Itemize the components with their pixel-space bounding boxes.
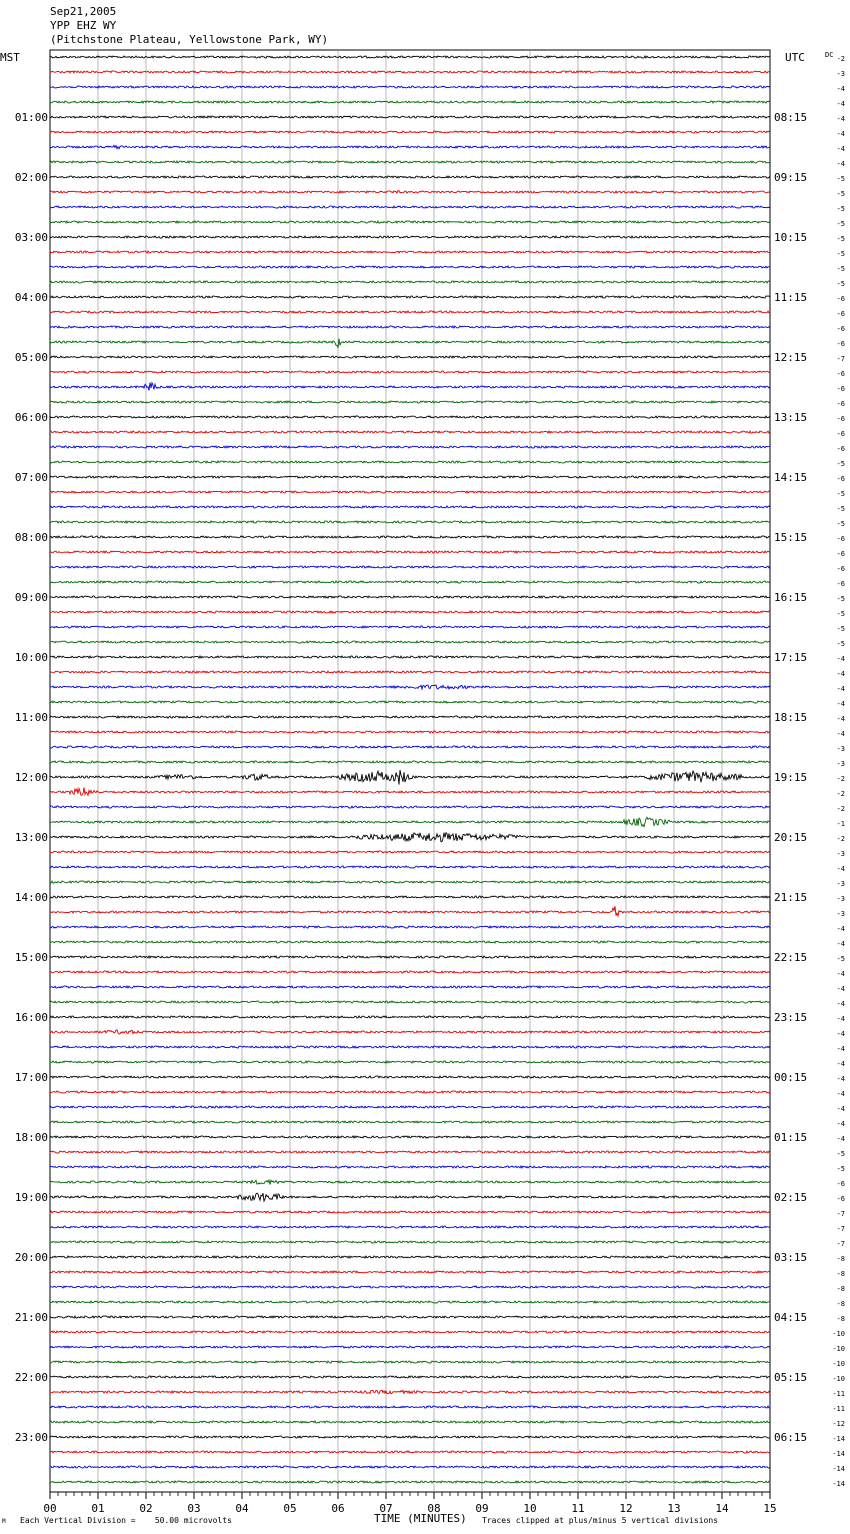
dc-offset-label: -4 [836,865,845,873]
dc-offset-label: -2 [836,775,845,783]
x-tick-label: 11 [571,1502,585,1515]
right-hour-label: 14:15 [774,471,808,484]
seismic-trace [50,1241,770,1243]
seismic-trace [50,1076,770,1078]
x-tick-label: 08 [427,1502,441,1515]
seismic-trace [50,1301,770,1303]
dc-offset-label: -5 [836,610,845,618]
dc-offset-label: -6 [836,295,845,303]
x-tick-label: 12 [619,1502,633,1515]
seismic-trace [50,281,770,283]
dc-offset-label: -10 [832,1375,845,1383]
seismic-trace [50,986,770,988]
seismic-trace [50,671,770,673]
dc-offset-label: -2 [836,805,845,813]
dc-offset-label: -5 [836,205,845,213]
seismic-trace [50,191,770,194]
dc-offset-label: -6 [836,445,845,453]
seismic-trace [50,491,770,493]
dc-offset-label: -5 [836,625,845,633]
x-tick-label: 04 [235,1502,249,1515]
seismic-trace [50,1376,770,1378]
seismic-trace [50,1286,770,1288]
dc-offset-label: -3 [836,745,845,753]
seismic-trace [50,833,770,842]
dc-offset-label: -3 [836,70,845,78]
dc-offset-label: -5 [836,220,845,228]
dc-offset-label: -3 [836,895,845,903]
seismic-trace [50,1436,770,1438]
dc-offset-label: -6 [836,415,845,423]
dc-offset-label: -4 [836,1105,845,1113]
dc-offset-label: -4 [836,1045,845,1053]
right-hour-label: 12:15 [774,351,808,364]
seismic-trace [50,71,770,73]
seismic-trace [50,1016,770,1018]
right-hour-label: 23:15 [774,1011,808,1024]
dc-offset-label: -4 [836,145,845,153]
dc-offset-label: -10 [832,1345,845,1353]
seismic-trace [50,941,770,943]
seismic-trace [50,1180,770,1184]
seismic-trace [50,296,770,298]
dc-offset-label: -6 [836,535,845,543]
dc-offset-label: -4 [836,700,845,708]
seismic-trace [50,761,770,763]
right-hour-label: 02:15 [774,1191,808,1204]
dc-offset-label: -5 [836,460,845,468]
seismic-trace [50,641,770,643]
seismic-traces [50,56,770,1483]
dc-offset-label: -4 [836,985,845,993]
left-hour-label: 02:00 [14,171,48,184]
x-tick-label: 13 [667,1502,681,1515]
right-hour-label: 03:15 [774,1251,808,1264]
x-tick-label: 14 [715,1502,729,1515]
plot-frame [50,50,770,1492]
dc-offset-label: -2 [836,790,845,798]
dc-offset-label: -6 [836,1180,845,1188]
seismic-trace [50,611,770,613]
dc-offset-label: -5 [836,280,845,288]
dc-offset-label: -5 [836,235,845,243]
seismic-trace [50,896,770,898]
seismic-trace [50,1136,770,1138]
dc-offset-label: -6 [836,340,845,348]
seismic-trace [50,906,770,916]
dc-offset-label: -14 [832,1450,845,1458]
dc-offset-label: -7 [836,355,845,363]
dc-offset-label: -5 [836,595,845,603]
dc-offset-label: -6 [836,325,845,333]
dc-offset-label: -6 [836,550,845,558]
seismic-trace [50,476,770,478]
seismic-trace [50,1316,770,1318]
left-hour-label: 14:00 [14,891,48,904]
seismic-trace [50,566,770,568]
clip-note: Traces clipped at plus/minus 5 vertical divisions [482,1516,719,1525]
dc-offset-label: -4 [836,85,845,93]
seismic-trace [50,1406,770,1408]
seismic-trace [50,806,770,808]
seismic-trace [50,956,770,958]
helicorder-location: (Pitchstone Plateau, Yellowstone Park, WY) [50,33,329,46]
seismic-trace [50,131,770,133]
left-hour-label: 05:00 [14,351,48,364]
seismic-trace [50,1151,770,1153]
seismic-trace [50,971,770,973]
seismic-trace [50,221,770,223]
seismic-trace [50,551,770,553]
dc-offset-label: -5 [836,1150,845,1158]
seismic-trace [50,339,770,348]
left-timezone-label: MST [0,51,20,64]
seismic-trace [50,1390,770,1394]
seismic-trace [50,521,770,523]
left-hour-label: 04:00 [14,291,48,304]
right-hour-label: 10:15 [774,231,808,244]
dc-offset-label: -7 [836,1225,845,1233]
right-hour-label: 19:15 [774,771,808,784]
dc-offset-label: -4 [836,115,845,123]
left-hour-label: 07:00 [14,471,48,484]
seismic-trace [50,383,770,391]
dc-offset-label: -4 [836,1135,845,1143]
seismic-trace [50,1121,770,1123]
seismic-trace [50,206,770,208]
left-hour-label: 10:00 [14,651,48,664]
seismic-trace [50,1451,770,1453]
seismic-trace [50,788,770,796]
dc-offset-label: -5 [836,190,845,198]
seismic-trace [50,1361,770,1363]
scale-note: Each Vertical Division = 50.00 microvolts [20,1516,232,1525]
seismic-trace [50,596,770,598]
seismic-trace [50,446,770,448]
corner-mark: M [2,1518,6,1525]
seismic-trace [50,236,770,238]
left-hour-label: 22:00 [14,1371,48,1384]
dc-offset-label: -4 [836,670,845,678]
seismic-trace [50,401,770,403]
seismic-trace [50,881,770,883]
right-hour-label: 05:15 [774,1371,808,1384]
dc-offset-header: DC [825,51,834,59]
dc-offset-label: -6 [836,430,845,438]
right-hour-label: 00:15 [774,1071,808,1084]
seismic-trace [50,817,770,826]
right-hour-label: 09:15 [774,171,808,184]
dc-offset-label: -5 [836,265,845,273]
dc-offset-label: -6 [836,370,845,378]
dc-offset-label: -14 [832,1465,845,1473]
seismic-trace [50,1346,770,1348]
dc-offset-label: -4 [836,130,845,138]
seismic-trace [50,461,770,463]
dc-offset-label: -14 [832,1480,845,1488]
dc-offset-label: -6 [836,565,845,573]
dc-offset-label: -10 [832,1330,845,1338]
dc-offset-label: -6 [836,475,845,483]
seismic-trace [50,866,770,868]
dc-offset-label: -4 [836,655,845,663]
seismic-trace [50,326,770,328]
seismic-trace [50,701,770,703]
seismic-trace [50,506,770,508]
right-hour-label: 13:15 [774,411,808,424]
dc-offset-label: -3 [836,760,845,768]
seismic-trace [50,1106,770,1108]
dc-offset-label: -6 [836,1195,845,1203]
left-hour-label: 21:00 [14,1311,48,1324]
x-tick-label: 03 [187,1502,201,1515]
left-hour-label: 06:00 [14,411,48,424]
x-tick-label: 02 [139,1502,153,1515]
left-hour-label: 16:00 [14,1011,48,1024]
seismic-trace [50,1001,770,1003]
seismic-trace [50,770,770,785]
seismic-trace [50,1030,770,1034]
left-hour-label: 13:00 [14,831,48,844]
dc-offset-label: -5 [836,250,845,258]
dc-offset-label: -5 [836,505,845,513]
dc-offset-label: -4 [836,1015,845,1023]
seismic-trace [50,1193,770,1201]
seismic-trace [50,716,770,718]
seismic-trace [50,581,770,583]
x-tick-label: 09 [475,1502,489,1515]
left-hour-label: 15:00 [14,951,48,964]
dc-offset-label: -7 [836,1210,845,1218]
dc-offset-label: -7 [836,1240,845,1248]
dc-offset-label: -3 [836,880,845,888]
seismic-trace [50,145,770,148]
seismic-trace [50,1226,770,1228]
dc-offset-label: -8 [836,1285,845,1293]
dc-offset-label: -4 [836,1060,845,1068]
left-hour-label: 23:00 [14,1431,48,1444]
dc-offset-label: -2 [836,55,845,63]
right-hour-label: 08:15 [774,111,808,124]
right-hour-label: 11:15 [774,291,808,304]
dc-offset-label: -8 [836,1315,845,1323]
dc-offset-label: -5 [836,955,845,963]
dc-offset-label: -4 [836,925,845,933]
dc-offset-label: -1 [836,820,845,828]
dc-offset-label: -4 [836,1000,845,1008]
dc-offset-label: -8 [836,1255,845,1263]
dc-offset-label: -4 [836,940,845,948]
dc-offset-label: -11 [832,1405,845,1413]
x-tick-label: 07 [379,1502,393,1515]
seismic-trace [50,356,770,358]
seismic-trace [50,161,770,163]
dc-offset-label: -4 [836,1075,845,1083]
right-hour-label: 17:15 [774,651,808,664]
seismic-trace [50,1256,770,1258]
dc-offset-label: -4 [836,1090,845,1098]
seismic-trace [50,626,770,628]
x-tick-label: 05 [283,1502,297,1515]
seismic-trace [50,1046,770,1048]
right-hour-label: 01:15 [774,1131,808,1144]
x-axis-title: TIME (MINUTES) [374,1512,467,1525]
axis-labels [15,55,845,1515]
seismic-trace [50,431,770,433]
dc-offset-label: -12 [832,1420,845,1428]
left-hour-label: 08:00 [14,531,48,544]
seismic-trace [50,536,770,538]
dc-offset-label: -4 [836,730,845,738]
seismic-trace [50,176,770,178]
right-hour-label: 22:15 [774,951,808,964]
dc-offset-label: -6 [836,310,845,318]
seismic-trace [50,1061,770,1063]
dc-offset-label: -6 [836,580,845,588]
seismic-trace [50,266,770,268]
seismic-trace [50,1331,770,1333]
left-hour-label: 17:00 [14,1071,48,1084]
dc-offset-label: -2 [836,835,845,843]
left-hour-label: 18:00 [14,1131,48,1144]
dc-offset-label: -5 [836,520,845,528]
dc-offset-label: -5 [836,175,845,183]
x-tick-label: 01 [91,1502,105,1515]
left-hour-label: 20:00 [14,1251,48,1264]
right-hour-label: 04:15 [774,1311,808,1324]
dc-offset-label: -6 [836,400,845,408]
x-tick-label: 00 [43,1502,57,1515]
seismic-trace [50,56,770,58]
seismic-trace [50,1481,770,1483]
dc-offset-label: -4 [836,715,845,723]
x-tick-label: 15 [763,1502,777,1515]
dc-offset-label: -6 [836,385,845,393]
seismic-trace [50,416,770,418]
seismic-trace [50,685,770,689]
dc-offset-label: -14 [832,1435,845,1443]
right-hour-label: 15:15 [774,531,808,544]
dc-offset-label: -3 [836,910,845,918]
dc-offset-label: -4 [836,1120,845,1128]
left-hour-label: 11:00 [14,711,48,724]
seismic-trace [50,1271,770,1273]
left-hour-label: 03:00 [14,231,48,244]
x-tick-label: 10 [523,1502,537,1515]
right-timezone-label: UTC [785,51,805,64]
seismic-trace [50,371,770,373]
seismic-trace [50,656,770,658]
dc-offset-label: -4 [836,100,845,108]
right-hour-label: 20:15 [774,831,808,844]
dc-offset-label: -4 [836,160,845,168]
seismic-trace [50,746,770,748]
left-hour-label: 12:00 [14,771,48,784]
helicorder-date: Sep21,2005 [50,5,117,18]
seismic-trace [50,1421,770,1423]
seismic-trace [50,116,770,118]
seismic-trace [50,1211,770,1213]
seismic-trace [50,926,770,928]
dc-offset-label: -11 [832,1390,845,1398]
seismic-trace [50,1091,770,1093]
dc-offset-label: -8 [836,1300,845,1308]
dc-offset-label: -3 [836,850,845,858]
right-hour-label: 21:15 [774,891,808,904]
dc-offset-label: -4 [836,970,845,978]
x-tick-label: 06 [331,1502,345,1515]
left-hour-label: 19:00 [14,1191,48,1204]
seismic-trace [50,311,770,313]
dc-offset-label: -8 [836,1270,845,1278]
seismic-trace [50,851,770,853]
seismic-trace [50,86,770,88]
seismic-trace [50,1166,770,1168]
dc-offset-label: -10 [832,1360,845,1368]
dc-offset-label: -4 [836,685,845,693]
seismic-trace [50,251,770,253]
right-hour-label: 18:15 [774,711,808,724]
helicorder-station: YPP EHZ WY [50,19,117,32]
right-hour-label: 16:15 [774,591,808,604]
left-hour-label: 09:00 [14,591,48,604]
dc-offset-label: -5 [836,490,845,498]
dc-offset-label: -5 [836,1165,845,1173]
seismic-trace [50,731,770,733]
right-hour-label: 06:15 [774,1431,808,1444]
seismic-trace [50,1466,770,1468]
dc-offset-label: -4 [836,1030,845,1038]
left-hour-label: 01:00 [14,111,48,124]
dc-offset-label: -5 [836,640,845,648]
seismic-trace [50,101,770,103]
